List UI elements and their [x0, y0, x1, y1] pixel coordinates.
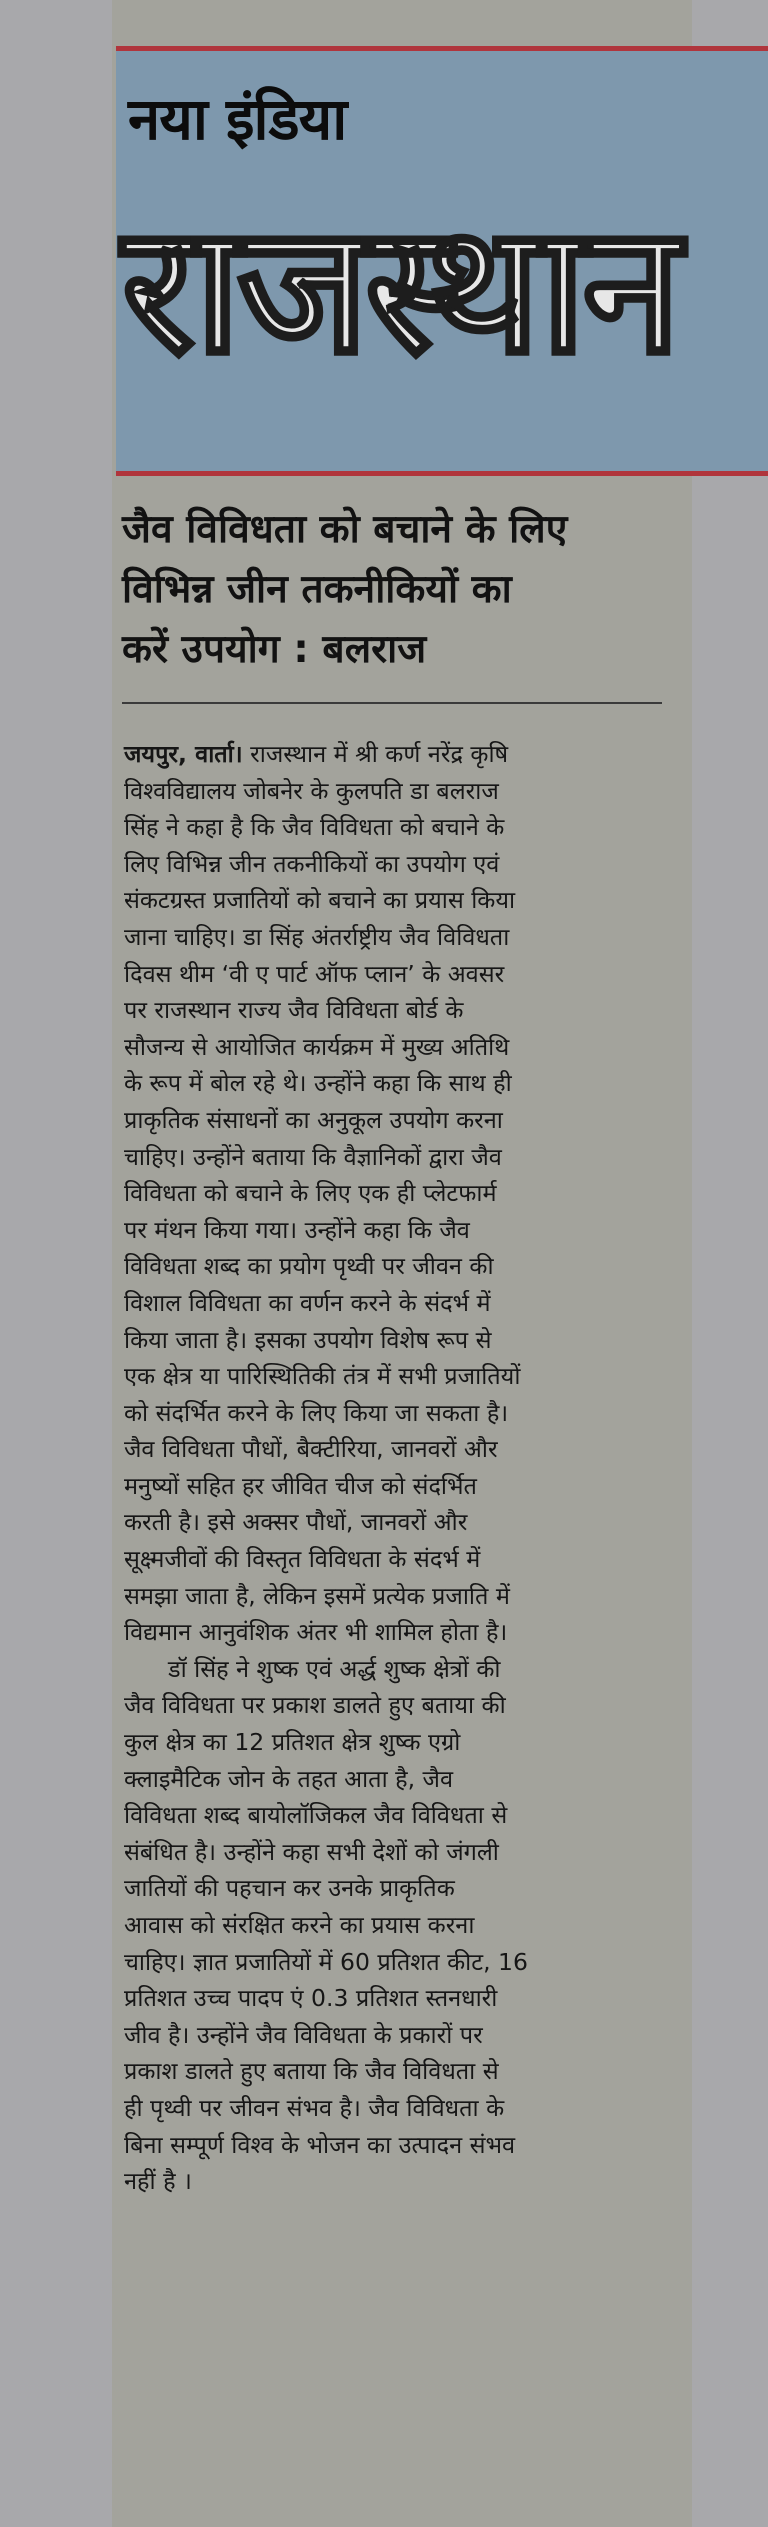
section-title: राजस्थान	[122, 186, 678, 393]
article-headline: जैव विविधता को बचाने के लिए विभिन्न जीन तकनीकियों का करें उपयोग : बलराज	[122, 507, 568, 672]
headline-divider	[122, 702, 662, 704]
newspaper-name: नया इंडिया	[128, 85, 347, 153]
article-paragraph-1	[124, 736, 678, 1651]
dateline: जयपुर, वार्ता।	[124, 740, 243, 768]
article-paragraph-2: डॉ सिंह ने शुष्क एवं अर्द्ध शुष्क क्षेत्रों की जैव विविधता पर प्रकाश डालते हुए बताया की कुल क्षेत्र का 12 प्रतिशत क्षेत्र शुष्क एग्रो क्लाइमैटिक जोन के तहत आता है, जैव विविधता शब्द बायोलॉजिकल जैव विविधता से संबंधित है। उन्होंने कहा सभी देशों को जंगली जातियों की पहचान कर उनके प्राकृतिक आवास को संरक्षित करने का प्रयास करना चाहिए। ज्ञात प्रजातियों में 60 प्रतिशत कीट, 16 प्रतिशत उच्च पादप एं 0.3 प्रतिशत स्तनधारी जीव है। उन्होंने जैव विविधता के प्रकारों पर प्रकाश डालते हुए बताया कि जैव विविधता से ही पृथ्वी पर जीवन संभव है। जैव विविधता के बिना सम्पूर्ण विश्व के भोजन का उत्पादन संभव नहीं है ।	[124, 1654, 528, 2196]
masthead	[116, 46, 768, 476]
paragraph-1-text: राजस्थान में श्री कर्ण नरेंद्र कृषि विश्वविद्यालय जोबनेर के कुलपति डा बलराज सिंह ने कहा है कि जैव विविधता को बचाने के लिए विभिन्न जीन तकनीकियों का उपयोग एवं संकटग्रस्त प्रजातियों को बचाने का प्रयास किया जाना चाहिए। डा सिंह अंतर्राष्ट्रीय जैव विविधता दिवस थीम ‘वी ए पार्ट ऑफ प्लान’ के अवसर पर राजस्थान राज्य जैव विविधता बोर्ड के सौजन्य से आयोजित कार्यक्रम में मुख्य अतिथि के रूप में बोल रहे थे। उन्होंने कहा कि साथ ही प्राकृतिक संसाधनों का अनुकूल उपयोग करना चाहिए। उन्होंने बताया कि वैज्ञानिकों द्वारा जैव विविधता को बचाने के लिए एक ही प्लेटफार्म पर मंथन किया गया। उन्होंने कहा कि जैव विविधता शब्द का प्रयोग पृथ्वी पर जीवन की विशाल विविधता का वर्णन करने के संदर्भ में किया जाता है। इसका उपयोग विशेष रूप से एक क्षेत्र या पारिस्थितिकी तंत्र में सभी प्रजातियों को संदर्भित करने के लिए किया जा सकता है। जैव विविधता पौधों, बैक्टीरिया, जानवरों और मनुष्यों सहित हर जीवित चीज को संदर्भित करती है। इसे अक्सर पौधों, जानवरों और सूक्ष्मजीवों की विस्तृत विविधता के संदर्भ में समझा जाता है, लेकिन इसमें प्रत्येक प्रजाति में विद्यमान आनुवंशिक अंतर भी शामिल होता है।	[124, 740, 521, 1647]
article-body	[124, 736, 678, 2200]
